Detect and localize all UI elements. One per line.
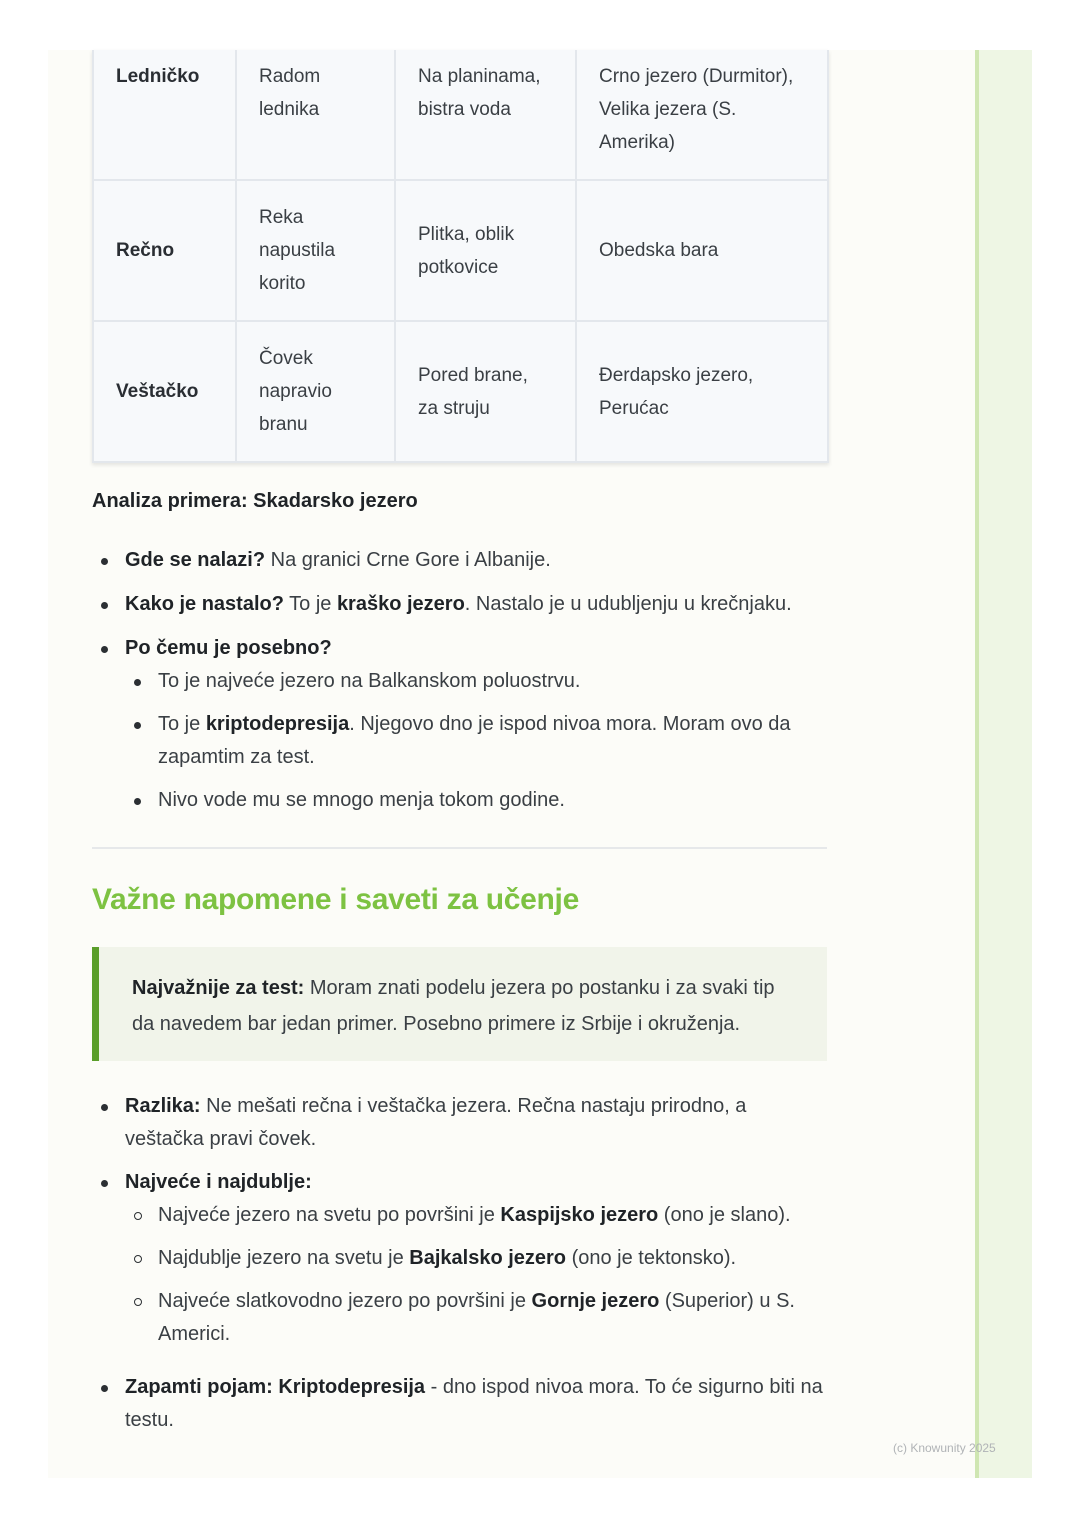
- tip-text: - dno ispod nivoa mora. To će sigurno biti na testu.: [125, 1376, 823, 1431]
- list-item: [125, 708, 827, 774]
- table-cell-features: Plitka, oblik potkovice: [395, 180, 576, 321]
- sub-bold: kriptodepresija: [205, 713, 350, 735]
- table-row: [93, 180, 828, 321]
- tip-text: Ne mešati rečna i veštačka jezera. Rečna nastaju prirodno, a veštačka pravi čovek.: [125, 1095, 747, 1150]
- table-cell-features: Pored brane, za struju: [395, 321, 576, 462]
- question-label: Po čemu je posebno?: [125, 637, 332, 659]
- content: [92, 50, 828, 1431]
- sub-text: Najdublje jezero na svetu je: [158, 1247, 410, 1269]
- section-title: Važne napomene i saveti za učenje: [92, 883, 579, 916]
- sub-list: [125, 665, 827, 817]
- table-row: [93, 321, 828, 462]
- sub-list: [125, 1199, 827, 1351]
- sub-text: To je: [158, 713, 206, 735]
- table-cell-cause: Radom lednika: [236, 50, 395, 180]
- answer-text: Na granici Crne Gore i Albanije.: [265, 549, 551, 571]
- sub-text: Najveće slatkovodno jezero po površini je: [158, 1290, 532, 1312]
- copyright-text: (c) Knowunity 2025: [893, 1441, 996, 1455]
- table-cell-type: Ledničko: [93, 50, 236, 180]
- list-item: [125, 1242, 827, 1275]
- sub-bold: Kaspijsko jezero: [500, 1204, 659, 1226]
- divider: [92, 847, 827, 849]
- table-cell-features: Na planinama, bistra voda: [395, 50, 576, 180]
- sidebar-fill: [979, 50, 1032, 1478]
- table-cell-examples: Đerdapsko jezero, Perućac: [576, 321, 828, 462]
- question-label: Kako je nastalo?: [125, 593, 284, 615]
- sub-text: . Njegovo dno je ispod nivoa mora. Moram ovo da zapamtim za test.: [158, 713, 791, 768]
- list-item: Nivo vode mu se mnogo menja tokom godine.: [125, 784, 827, 817]
- list-item: [125, 1285, 827, 1351]
- sub-bold: Gornje jezero: [531, 1290, 660, 1312]
- list-item: [92, 588, 827, 621]
- table-cell-cause: Čovek napravio branu: [236, 321, 395, 462]
- callout-label: Najvažnije za test:: [132, 977, 305, 999]
- callout-text: Moram znati podelu jezera po postanku i za svaki tip da navedem bar jedan primer. Posebno primere iz Srbije i okruženja.: [132, 977, 775, 1035]
- tips-list: [92, 1090, 827, 1437]
- answer-text: To je: [283, 593, 337, 615]
- answer-bold: kraško jezero: [336, 593, 465, 615]
- tip-label: Razlika:: [125, 1095, 201, 1117]
- table-cell-examples: Obedska bara: [576, 180, 828, 321]
- sub-bold: Bajkalsko jezero: [409, 1247, 567, 1269]
- list-item: [125, 1199, 827, 1232]
- list-item: [92, 1090, 827, 1156]
- sub-text: (Superior) u S. Americi.: [158, 1290, 795, 1345]
- table-cell-examples: Crno jezero (Durmitor), Velika jezera (S. Amerika): [576, 50, 828, 180]
- list-item: [92, 1166, 827, 1351]
- list-item: To je najveće jezero na Balkanskom poluostrvu.: [125, 665, 827, 698]
- table-cell-cause: Reka napustila korito: [236, 180, 395, 321]
- list-item: [92, 632, 827, 817]
- list-item: [92, 1371, 827, 1437]
- analysis-title: Analiza primera: Skadarsko jezero: [92, 490, 418, 512]
- callout-box: [92, 947, 827, 1061]
- tip-label: Zapamti pojam: Kriptodepresija: [125, 1376, 426, 1398]
- analysis-list: [92, 544, 827, 817]
- tip-label: Najveće i najdublje:: [125, 1171, 312, 1193]
- table-cell-type: Rečno: [93, 180, 236, 321]
- sub-text: (ono je slano).: [658, 1204, 791, 1226]
- table-row: [93, 50, 828, 180]
- answer-text: . Nastalo je u udubljenju u krečnjaku.: [464, 593, 792, 615]
- table-cell-type: Veštačko: [93, 321, 236, 462]
- sub-text: Najveće jezero na svetu po površini je: [158, 1204, 501, 1226]
- list-item: [92, 544, 827, 577]
- lake-types-table: [92, 50, 829, 463]
- sub-text: (ono je tektonsko).: [566, 1247, 737, 1269]
- question-label: Gde se nalazi?: [125, 549, 266, 571]
